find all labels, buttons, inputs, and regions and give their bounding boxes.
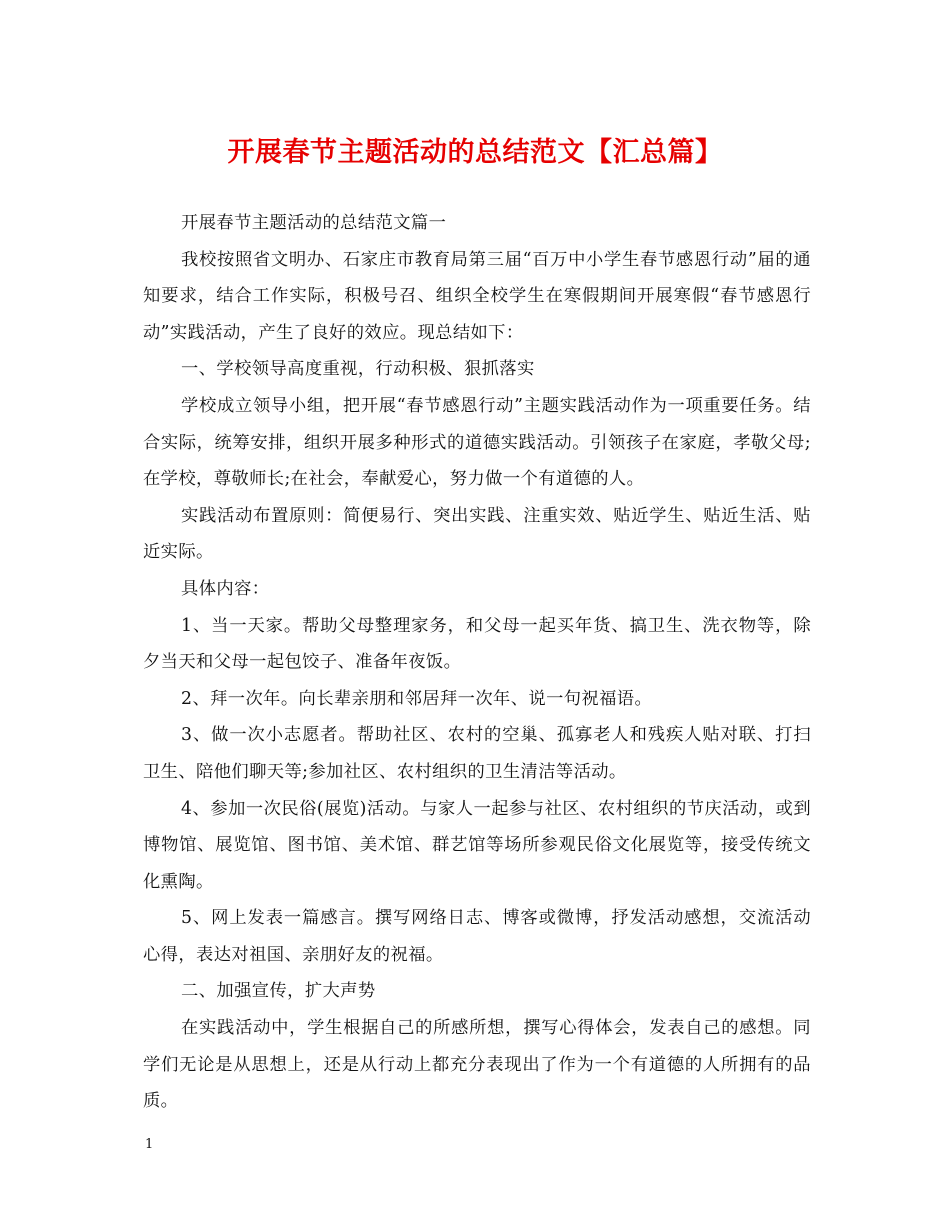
document-title: 开展春节主题活动的总结范文【汇总篇】 <box>227 137 723 168</box>
paragraph: 在实践活动中，学生根据自己的所感所想，撰写心得体会，发表自己的感想。同学们无论是从思想上，还是从行动上都充分表现出了作为一个有道德的人所拥有的品质。 <box>143 1018 811 1112</box>
section-heading: 一、学校领导高度重视，行动积极、狠抓落实 <box>181 359 535 380</box>
list-item: 4、参加一次民俗(展览)活动。与家人一起参与社区、农村组织的节庆活动，或到博物馆、展览馆、图书馆、美术馆、群艺馆等场所参观民俗文化展览等，接受传统文化熏陶。 <box>143 798 811 892</box>
paragraph: 学校成立领导小组，把开展“春节感恩行动”主题实践活动作为一项重要任务。结合实际，统筹安排，组织开展多种形式的道德实践活动。引领孩子在家庭，孝敬父母;在学校，尊敬师长;在社会，奉献爱心，努力做一个有道德的人。 <box>143 395 811 490</box>
paragraph: 实践活动布置原则：简便易行、突出实践、注重实效、贴近学生、贴近生活、贴近实际。 <box>143 505 811 563</box>
list-item: 5、网上发表一篇感言。撰写网络日志、博客或微博，抒发活动感想，交流活动心得，表达对祖国、亲朋好友的祝福。 <box>143 908 811 965</box>
list-item: 1、当一天家。帮助父母整理家务，和父母一起买年货、搞卫生、洗衣物等，除夕当天和父母一起包饺子、准备年夜饭。 <box>143 615 811 673</box>
section-heading: 二、加强宣传，扩大声势 <box>181 981 376 1002</box>
section-heading: 开展春节主题活动的总结范文篇一 <box>181 213 447 233</box>
paragraph: 我校按照省文明办、石家庄市教育局第三届“百万中小学生春节感恩行动”届的通知要求，结合工作实际，积极号召、组织全校学生在寒假期间开展寒假“春节感恩行动”实践活动，产生了良好的效应。现总结如下： <box>143 249 811 343</box>
list-item: 3、做一次小志愿者。帮助社区、农村的空巢、孤寡老人和残疾人贴对联、打扫卫生、陪他们聊天等;参加社区、农村组织的卫生清洁等活动。 <box>143 725 811 782</box>
list-item: 2、拜一次年。向长辈亲朋和邻居拜一次年、说一句祝福语。 <box>181 688 653 709</box>
page-number: 1 <box>145 1137 154 1152</box>
document-body <box>143 205 811 1120</box>
paragraph: 具体内容： <box>181 578 270 599</box>
